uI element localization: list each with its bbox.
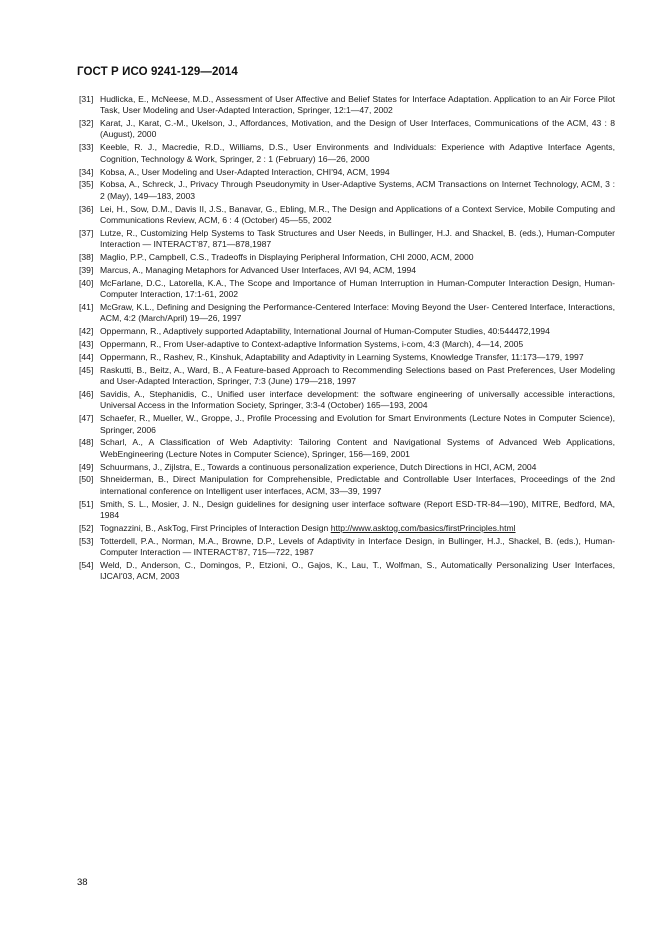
reference-item bbox=[79, 352, 615, 363]
reference-number: [44] bbox=[79, 351, 94, 362]
reference-text: Smith, S. L., Mosier, J. N., Design guidelines for designing user interface software (Report ESD-TR-84—190), MITRE, Bedford, MA, 1984 bbox=[100, 498, 615, 520]
reference-number: [40] bbox=[79, 277, 94, 288]
reference-text: Oppermann, R., Rashev, R., Kinshuk, Adaptability and Adaptivity in Learning Systems, Knowledge Transfer, 11:173—179, 1997 bbox=[100, 351, 584, 362]
reference-number: [34] bbox=[79, 166, 94, 177]
reference-text: Schaefer, R., Mueller, W., Groppe, J., Profile Processing and Evolution for Smart Environments (Lecture Notes in Computer Science), Springer, 2006 bbox=[100, 413, 615, 435]
reference-number: [39] bbox=[79, 264, 94, 275]
reference-item bbox=[79, 118, 615, 141]
reference-text: Oppermann, R., From User-adaptive to Context-adaptive Information Systems, i-com, 4:3 (March), 4—14, 2005 bbox=[100, 339, 524, 350]
reference-number: [43] bbox=[79, 339, 94, 350]
reference-item bbox=[79, 389, 615, 412]
reference-item bbox=[79, 339, 615, 350]
reference-text: Raskutti, B., Beitz, A., Ward, B., A Feature-based Approach to Recommending Selections based on Past Preferences, User Modeling and User-Adapted Interaction, Springer, 7:3 (June) 179—218, 1997 bbox=[100, 364, 615, 387]
reference-item bbox=[79, 302, 615, 325]
reference-number: [46] bbox=[79, 389, 94, 400]
reference-item bbox=[79, 142, 615, 165]
reference-number: [52] bbox=[79, 522, 94, 533]
reference-text bbox=[100, 523, 615, 534]
reference-number: [42] bbox=[79, 326, 94, 337]
reference-text: Keeble, R. J., Macredie, R.D., Williams, D.S., User Environments and Individuals: Experience with Adaptive Interface Agents, Cognition, Technology & Work, Springer, 2 : 1 (February) 16—26, 2000 bbox=[100, 142, 615, 164]
reference-item bbox=[79, 278, 615, 301]
reference-item bbox=[79, 536, 615, 559]
reference-text-before-link: Tognazzini, B., AskTog, First Principles of Interaction Design bbox=[100, 522, 331, 533]
reference-number: [37] bbox=[79, 227, 94, 238]
reference-number: [53] bbox=[79, 535, 94, 546]
reference-text: Weld, D., Anderson, C., Domingos, P., Etzioni, O., Gajos, K., Lau, T., Wolfman, S., Automatically Personalizing User Interfaces, IJCAI'03, ACM, 2003 bbox=[100, 559, 615, 582]
reference-text: Marcus, A., Managing Metaphors for Advanced User Interfaces, AVI 94, ACM, 1994 bbox=[100, 264, 417, 275]
reference-item bbox=[79, 365, 615, 388]
reference-item bbox=[79, 474, 615, 497]
reference-number: [31] bbox=[79, 94, 94, 104]
reference-number: [54] bbox=[79, 559, 94, 570]
reference-text: Karat, J., Karat, C.-M., Ukelson, J., Affordances, Motivation, and the Design of User Interfaces, Communications of the ACM, 43 : 8 (August), 2000 bbox=[100, 118, 615, 140]
reference-item bbox=[79, 462, 615, 473]
reference-number: [33] bbox=[79, 142, 94, 153]
reference-number: [36] bbox=[79, 203, 94, 214]
reference-item bbox=[79, 94, 615, 117]
reference-text: Lutze, R., Customizing Help Systems to Task Structures and User Needs, in Bullinger, H.J. and Shackel, B. (eds.), Human-Computer Interaction — INTERACT'87, 871—878,1987 bbox=[100, 227, 615, 250]
reference-number: [32] bbox=[79, 118, 94, 129]
reference-text: Schuurmans, J., Zijlstra, E., Towards a continuous personalization experience, Dutch Directions in HCI, ACM, 2004 bbox=[100, 461, 537, 472]
reference-item bbox=[79, 326, 615, 337]
reference-item bbox=[79, 252, 615, 263]
reference-text: Savidis, A., Stephanidis, C., Unified user interface development: the software engineering of universally accessible interactions, Universal Access in the Information Society, Springer, 3:3-4 (October) 165—193, 2004 bbox=[100, 389, 615, 411]
reference-item bbox=[79, 413, 615, 436]
reference-list bbox=[79, 94, 615, 584]
reference-link[interactable]: http://www.asktog.com/basics/firstPrinciples.html bbox=[330, 522, 516, 533]
reference-item bbox=[79, 228, 615, 251]
reference-text: Hudlicka, E., McNeese, M.D., Assessment of User Affective and Belief States for Interface Adaptation. Application to an Air Force Pilot Task, User Modeling and User-Adapted Interaction, Springer, 12:1—47, 2002 bbox=[100, 94, 615, 116]
reference-text: Totterdell, P.A., Norman, M.A., Browne, D.P., Levels of Adaptivity in Interface Design, in Bullinger, H.J., Shackel, B. (eds.), Human-Computer Interaction — INTERACT'87, 715—722, 1987 bbox=[100, 535, 615, 558]
reference-text: Lei, H., Sow, D.M., Davis II, J.S., Banavar, G., Ebling, M.R., The Design and Applications of a Context Service, Mobile Computing and Communications Review, ACM, 6 : 4 (October) 45—55, 2002 bbox=[100, 203, 615, 225]
reference-number: [41] bbox=[79, 301, 94, 312]
standard-header: ГОСТ Р ИСО 9241-129—2014 bbox=[77, 66, 238, 78]
reference-item bbox=[79, 560, 615, 583]
reference-item bbox=[79, 523, 615, 534]
reference-number: [47] bbox=[79, 413, 94, 424]
reference-item bbox=[79, 167, 615, 178]
reference-text: Maglio, P.P., Campbell, C.S., Tradeoffs in Displaying Peripheral Information, CHI 2000, ACM, 2000 bbox=[100, 252, 474, 263]
reference-number: [35] bbox=[79, 179, 94, 190]
reference-item bbox=[79, 437, 615, 460]
reference-number: [51] bbox=[79, 498, 94, 509]
reference-item bbox=[79, 204, 615, 227]
reference-number: [45] bbox=[79, 364, 94, 375]
page-number: 38 bbox=[77, 877, 88, 888]
reference-text: Kobsa, A., User Modeling and User-Adapted Interaction, CHI'94, ACM, 1994 bbox=[100, 166, 390, 177]
reference-number: [50] bbox=[79, 474, 94, 485]
reference-number: [38] bbox=[79, 252, 94, 263]
reference-text: McGraw, K.L., Defining and Designing the Performance-Centered Interface: Moving Beyond the User- Centered Interface, Interactions, ACM, 4:2 (March/April) 19—26, 1997 bbox=[100, 301, 615, 324]
reference-item bbox=[79, 265, 615, 276]
reference-item bbox=[79, 179, 615, 202]
reference-text: McFarlane, D.C., Latorella, K.A., The Scope and Importance of Human Interruption in Human-Computer Interaction Design, Human-Computer Interaction, 17:1-61, 2002 bbox=[100, 277, 615, 300]
reference-number: [48] bbox=[79, 437, 94, 448]
reference-item bbox=[79, 499, 615, 522]
reference-text: Scharl, A., A Classification of Web Adaptivity: Tailoring Content and Navigational Systems of Advanced Web Applications, WebEngineering (Lecture Notes in Computer Science), Springer, 156—169, 2001 bbox=[100, 437, 615, 459]
reference-text: Shneiderman, B., Direct Manipulation for Comprehensible, Predictable and Controllable User Interfaces, Proceedings of the 2nd international conference on Intelligent user interfaces, ACM, 33—39, 1997 bbox=[100, 474, 615, 496]
reference-text: Kobsa, A., Schreck, J., Privacy Through Pseudonymity in User-Adaptive Systems, ACM Transactions on Internet Technology, ACM, 3 : 2 (May), 149—183, 2003 bbox=[100, 179, 615, 201]
reference-number: [49] bbox=[79, 461, 94, 472]
reference-text: Oppermann, R., Adaptively supported Adaptability, International Journal of Human-Computer Studies, 40:544472,1994 bbox=[100, 326, 550, 337]
